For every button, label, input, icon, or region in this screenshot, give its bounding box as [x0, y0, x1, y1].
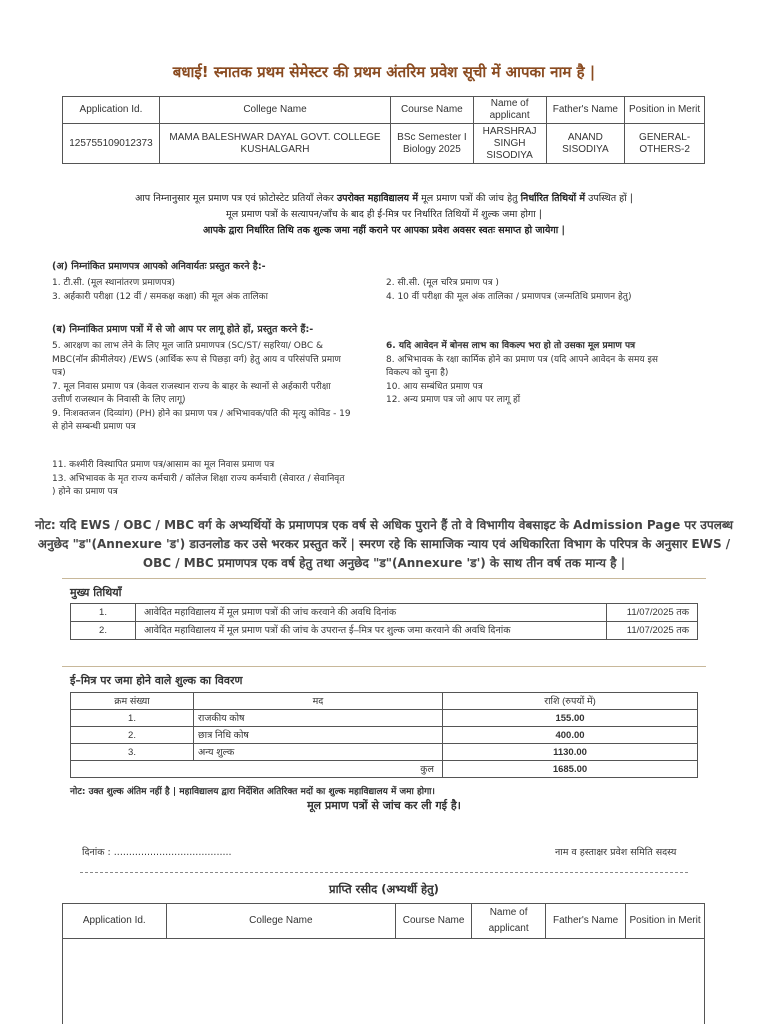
- list-item: 13. अभिभावक के मृत राज्य कर्मचारी / कॉलेज शिक्षा राज्य कर्मचारी (सेवारत / सेवानिवृत: [52, 473, 345, 484]
- dates-table: [70, 603, 698, 640]
- receipt-body: [62, 938, 705, 1024]
- fee-item: छात्र निधि कोष: [194, 727, 443, 744]
- table-row: [71, 710, 698, 727]
- list-item: 12. अन्य प्रमाण पत्र जो आप पर लागू हों: [386, 395, 521, 405]
- table-row: [71, 693, 698, 710]
- list-item: 2. सी.सी. (मूल चरित्र प्रमाण पत्र ): [386, 278, 499, 288]
- list-item: से होने सम्बन्धी प्रमाण पत्र: [52, 422, 136, 432]
- receipt-table: [62, 903, 705, 939]
- fee-total-label: कुल: [71, 761, 443, 778]
- receipt-title: प्राप्ति रसीद (अभ्यर्थी हेतु): [329, 882, 439, 896]
- list-item: MBC(नॉन क्रीमीलेयर) /EWS (आर्थिक रूप से पिछड़ा वर्ग) हेतु आय व परिसंपत्ति प्रमाण: [52, 354, 341, 365]
- signature-label: नाम व हस्ताक्षर प्रवेश समिति सदस्य: [555, 847, 677, 858]
- cell-applicant: HARSHRAJ SINGH SISODIYA: [473, 124, 546, 164]
- header-merit: Position in Merit: [625, 97, 705, 124]
- section-a-left: [52, 277, 382, 304]
- receipt-header-applicant-name: Name of applicant: [472, 904, 546, 939]
- divider: [62, 578, 706, 579]
- list-item: 3. अर्हकारी परीक्षा (12 वीं / समकक्ष कक्षा) की मूल अंक तालिका: [52, 291, 268, 302]
- ews-note: नोट: यदि EWS / OBC / MBC वर्ग के अभ्यर्थियों के प्रमाणपत्र एक वर्ष से अधिक पुराने हैं तो वे विभागीय वेबसाइट के Admission Page पर उपलब्ध अनुछेद "ड"(Annexure 'ड') डाउनलोड कर उसे भरकर प्रस्तुत करें | स्मरण रहे कि सामाजिक न्याय एवं अधिकारिता विभाग के परिपत्र के अनुसार EWS / OBC / MBC प्रमाणपत्र एक वर्ष हेतु तथा अनुछेद "ड"(Annexure 'ड') के साथ तीन वर्ष तक मान्य है |: [35, 518, 733, 570]
- list-item: 5. आरक्षण का लाभ लेने के लिए मूल जाति प्रमाणपत्र (SC/ST/ सहरिया/ OBC &: [52, 341, 324, 351]
- fees-table: [70, 692, 698, 778]
- fee-amount: 155.00: [443, 710, 698, 727]
- dates-heading: मुख्य तिथियाँ: [70, 586, 122, 599]
- receipt-header-father-name: Father's Name: [546, 904, 626, 939]
- receipt-header-course-name: Course Name: [396, 904, 472, 939]
- table-row: [71, 727, 698, 744]
- section-b-left-2: [52, 459, 386, 500]
- date-row-num: 1.: [71, 604, 136, 622]
- instruction-line-3: आपके द्वारा निर्धारित तिथि तक शुल्क जमा नहीं कराने पर आपका प्रवेश अवसर स्वतः समाप्त हो जायेगा |: [203, 225, 565, 236]
- receipt-header-college-name: College Name: [166, 904, 396, 939]
- section-b-heading: (ब) निम्नांकित प्रमाण पत्रों में से जो आप पर लागू होते हों, प्रस्तुत करने हैं:-: [52, 324, 314, 335]
- cell-course: BSc Semester I Biology 2025: [391, 124, 474, 164]
- date-row-date: 11/07/2025 तक: [607, 622, 698, 640]
- fee-total: 1685.00: [443, 761, 698, 778]
- date-row-num: 2.: [71, 622, 136, 640]
- fee-header-item: मद: [194, 693, 443, 710]
- receipt-header-application-id: Application Id.: [63, 904, 167, 939]
- fee-item: राजकीय कोष: [194, 710, 443, 727]
- fees-heading: ई–मित्र पर जमा होने वाले शुल्क का विवरण: [70, 674, 243, 687]
- list-item: 10. आय सम्बंधित प्रमाण पत्र: [386, 381, 483, 392]
- list-item: उत्तीर्ण राजस्थान के निवासी के लिए लागू): [52, 395, 186, 405]
- header-course-name: Course Name: [391, 97, 474, 124]
- fee-amount: 1130.00: [443, 744, 698, 761]
- verified-statement: मूल प्रमाण पत्रों से जांच कर ली गई है।: [307, 799, 461, 812]
- list-item: 8. अभिभावक के रक्षा कार्मिक होने का प्रमाण पत्र (यदि आपने आवेदन के समय इस: [386, 354, 658, 365]
- fee-header-num: क्रम संख्या: [71, 693, 194, 710]
- cell-college-name: MAMA BALESHWAR DAYAL GOVT. COLLEGE KUSHALGARH: [159, 124, 390, 164]
- section-a-heading: (अ) निम्नांकित प्रमाणपत्र आपको अनिवार्यतः प्रस्तुत करने है:-: [52, 261, 266, 272]
- instruction-line-1: आप निम्नानुसार मूल प्रमाण पत्र एवं फ़ोटोस्टेट प्रतियाँ लेकर उपरोक्त महाविद्यालय में मूल प्रमाण पत्रों की जांच हेतु निर्धारित तिथियों में उपस्थित हों |: [135, 193, 633, 204]
- table-row: [71, 604, 698, 622]
- date-row-desc: आवेदित महाविद्यालय में मूल प्रमाण पत्रों की जांच के उपरान्त ई–मित्र पर शुल्क जमा करवाने की अवधि दिनांक: [136, 622, 607, 640]
- divider: [62, 666, 706, 667]
- section-b-left: [52, 340, 386, 435]
- table-row: [71, 744, 698, 761]
- cut-line: [80, 872, 688, 873]
- fee-amount: 400.00: [443, 727, 698, 744]
- list-item: 4. 10 वीं परीक्षा की मूल अंक तालिका / प्रमाणपत्र (जन्मतिथि प्रमाणन हेतु): [386, 291, 632, 302]
- fee-header-amount: राशि (रुपयों में): [443, 693, 698, 710]
- list-item: ) होने का प्रमाण पत्र: [52, 487, 118, 497]
- date-row-desc: आवेदित महाविद्यालय में मूल प्रमाण पत्रों की जांच करवाने की अवधि दिनांक: [136, 604, 607, 622]
- instruction-line-2: मूल प्रमाण पत्रों के सत्यापन/जाँच के बाद ही ई-मित्र पर निर्धारित तिथियों में शुल्क जमा होगा |: [226, 209, 542, 220]
- header-college-name: College Name: [159, 97, 390, 124]
- header-application-id: Application Id.: [63, 97, 160, 124]
- page-title: बधाई! स्नातक प्रथम सेमेस्टर की प्रथम अंतरिम प्रवेश सूची में आपका नाम है |: [172, 63, 596, 81]
- list-item: 7. मूल निवास प्रमाण पत्र (केवल राजस्थान राज्य के बाहर के स्थानों से अर्हकारी परीक्षा: [52, 381, 331, 392]
- instructions: [0, 191, 768, 239]
- list-item: 6. यदि आवेदन में बोनस लाभ का विकल्प भरा हो तो उसका मूल प्रमाण पत्र: [386, 341, 636, 351]
- list-item: विकल्प को चुना है): [386, 368, 449, 378]
- cell-merit: GENERAL-OTHERS-2: [625, 124, 705, 164]
- cell-application-id: 125755109012373: [63, 124, 160, 164]
- header-applicant-name: Name of applicant: [473, 97, 546, 124]
- list-item: 11. कश्मीरी विस्थापित प्रमाण पत्र/आसाम का मूल निवास प्रमाण पत्र: [52, 460, 275, 470]
- application-table: [62, 96, 705, 164]
- list-item: पत्र): [52, 368, 66, 378]
- fee-num: 2.: [71, 727, 194, 744]
- fee-num: 1.: [71, 710, 194, 727]
- section-a-right: [386, 277, 716, 304]
- table-row: [71, 622, 698, 640]
- date-row-date: 11/07/2025 तक: [607, 604, 698, 622]
- header-father-name: Father's Name: [546, 97, 625, 124]
- fee-num: 3.: [71, 744, 194, 761]
- date-label: दिनांक : .......................................: [82, 847, 232, 858]
- list-item: 9. निःशक्तजन (दिव्यांग) (PH) होने का प्रमाण पत्र / अभिभावक/पति की मृत्यु कोविड - 19: [52, 408, 351, 419]
- receipt-header-merit: Position in Merit: [626, 904, 705, 939]
- cell-father: ANAND SISODIYA: [546, 124, 625, 164]
- fee-note: नोट: उक्त शुल्क अंतिम नहीं है | महाविद्यालय द्वारा निर्देशित अतिरिक्त मदों का शुल्क महाविद्यालय में जमा होगा।: [70, 787, 435, 797]
- fee-item: अन्य शुल्क: [194, 744, 443, 761]
- list-item: 1. टी.सी. (मूल स्थानांतरण प्रमाणपत्र): [52, 278, 176, 288]
- section-b-right: [386, 340, 716, 408]
- table-row: [71, 761, 698, 778]
